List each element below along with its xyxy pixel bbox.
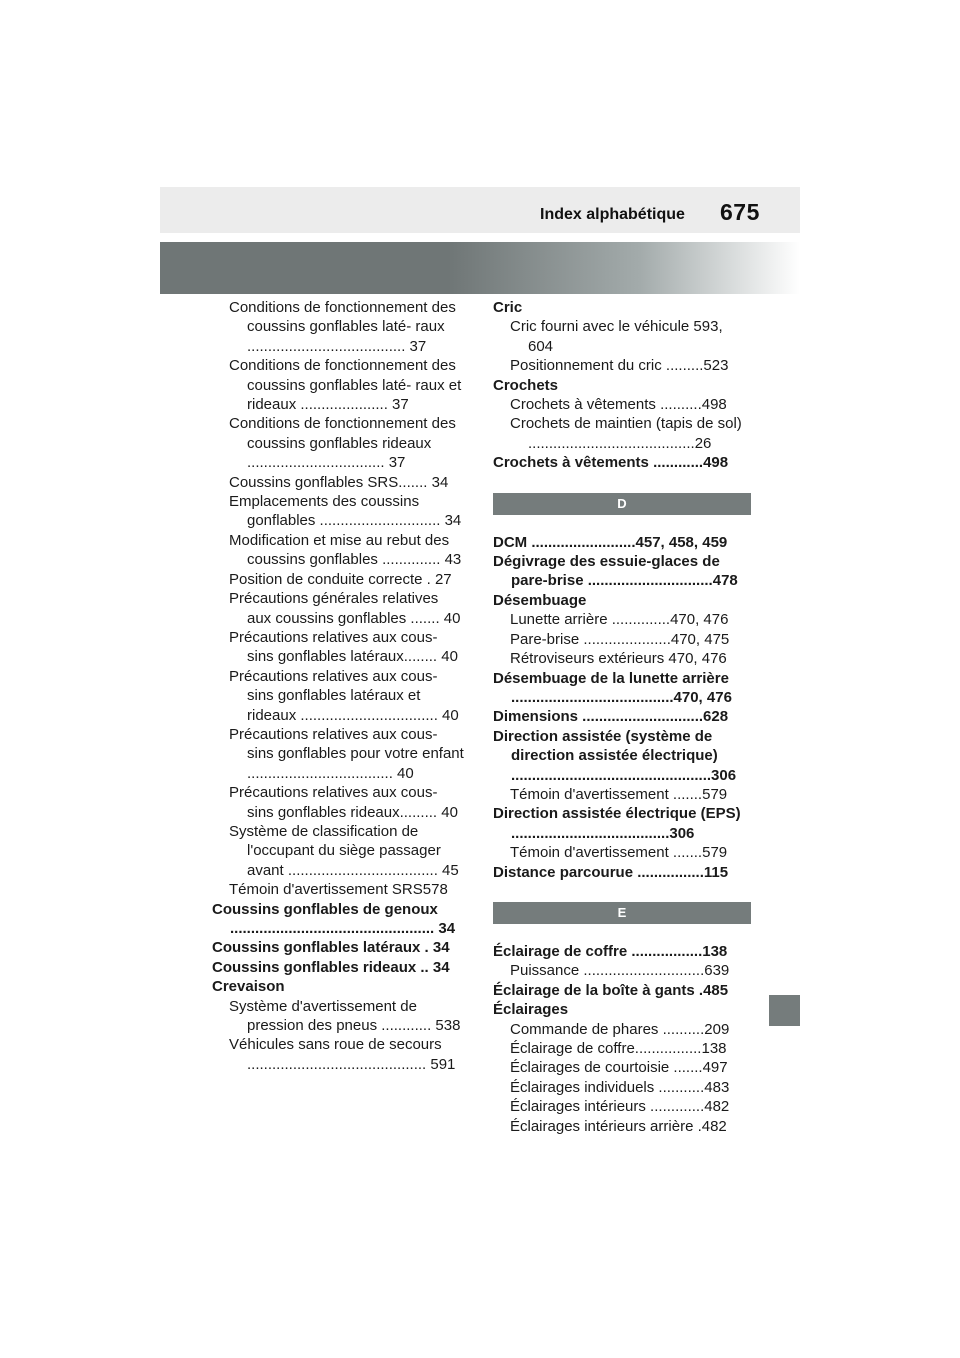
page-number: 675 xyxy=(720,199,760,225)
index-entry: Désembuage xyxy=(493,591,587,609)
index-entry: DCM .........................457, 458, 459 xyxy=(493,533,728,551)
index-subentry: Éclairage de coffre................138 xyxy=(510,1040,727,1057)
index-subentry: Rétroviseurs extérieurs 470, 476 xyxy=(510,650,727,668)
index-entry: Éclairage de la boîte à gants .485 xyxy=(493,981,729,999)
index-subentry: Témoin d'avertissement SRS578 xyxy=(229,881,448,899)
section-header-e: E xyxy=(493,902,751,924)
index-subentry: Lunette arrière ..............470, 476 xyxy=(510,611,729,629)
index-subentry: Éclairages de courtoisie .......497 xyxy=(510,1059,728,1077)
index-entry: Distance parcourue ................115 xyxy=(493,863,729,881)
index-column-right xyxy=(493,298,751,1136)
index-subentry: Système de classification de l'occupant du siège passager avant .................................... 45 xyxy=(229,822,459,879)
index-column-left xyxy=(212,298,464,1074)
chapter-side-tab xyxy=(769,995,800,1026)
index-entry: Crevaison xyxy=(212,978,285,996)
index-entry: Coussins gonflables latéraux . 34 xyxy=(212,939,450,957)
index-subentry: Emplacements des coussins gonflables ............................. 34 xyxy=(229,493,462,530)
index-entry: Dégivrage des essuie-glaces de pare-brise ..............................478 xyxy=(493,553,738,590)
index-subentry: Modification et mise au rebut des coussins gonflables .............. 43 xyxy=(229,531,462,569)
index-entry: Éclairages xyxy=(493,1001,569,1019)
index-subentry: Positionnement du cric .........523 xyxy=(510,357,729,375)
index-entry: Cric xyxy=(493,299,523,316)
section-header-d: D xyxy=(493,493,751,515)
index-subentry: Conditions de fonctionnement des coussins gonflables laté- raux et rideaux ..................... 37 xyxy=(229,357,462,414)
index-entry: Direction assistée (système de direction assistée électrique) ................................................306 xyxy=(493,727,737,784)
index-subentry: Précautions relatives aux cous- sins gonflables latéraux et rideaux ................................. 40 xyxy=(229,667,459,724)
index-subentry: Commande de phares ..........209 xyxy=(510,1020,730,1038)
index-subentry: Témoin d'avertissement .......579 xyxy=(510,785,728,803)
index-entry: Désembuage de la lunette arrière .......................................470, 476 xyxy=(493,669,732,706)
index-subentry: Crochets de maintien (tapis de sol) ........................................26 xyxy=(510,415,742,452)
index-entry: Crochets xyxy=(493,376,559,394)
index-subentry: Éclairages intérieurs arrière .482 xyxy=(510,1117,727,1135)
index-subentry: Pare-brise .....................470, 475 xyxy=(510,630,730,648)
page-title: Index alphabétique xyxy=(540,206,685,223)
index-entry: Dimensions .............................628 xyxy=(493,708,729,726)
index-entry: Coussins gonflables rideaux .. 34 xyxy=(212,958,450,976)
header-bar xyxy=(160,187,800,233)
index-subentry: Précautions relatives aux cous- sins gonflables rideaux......... 40 xyxy=(229,784,458,821)
index-entry: Coussins gonflables de genoux ................................................. 34 xyxy=(212,900,456,937)
index-subentry: Éclairages intérieurs .............482 xyxy=(510,1098,730,1116)
index-subentry: Éclairages individuels ...........483 xyxy=(510,1078,730,1096)
index-subentry: Précautions relatives aux cous- sins gonflables pour votre enfant ................................... 40 xyxy=(229,725,464,782)
index-subentry: Conditions de fonctionnement des coussins gonflables laté- raux ...................................... 37 xyxy=(229,299,456,355)
index-subentry: Précautions relatives aux cous- sins gonflables latéraux........ 40 xyxy=(229,628,458,666)
index-subentry: Position de conduite correcte . 27 xyxy=(229,570,452,588)
index-subentry: Conditions de fonctionnement des coussins gonflables rideaux ................................. 37 xyxy=(229,415,456,472)
index-entry: Éclairage de coffre .................138 xyxy=(493,942,728,960)
index-subentry: Véhicules sans roue de secours ........................................... 591 xyxy=(229,1036,456,1073)
index-entry: Crochets à vêtements ............498 xyxy=(493,454,729,472)
header-gradient-band xyxy=(160,242,800,294)
index-subentry: Cric fourni avec le véhicule 593, 604 xyxy=(510,318,723,355)
index-subentry: Système d'avertissement de pression des pneus ............ 538 xyxy=(229,997,461,1035)
index-subentry: Crochets à vêtements ..........498 xyxy=(510,396,727,414)
index-subentry: Coussins gonflables SRS....... 34 xyxy=(229,473,449,491)
index-subentry: Témoin d'avertissement .......579 xyxy=(510,844,728,862)
index-subentry: Puissance .............................639 xyxy=(510,962,730,980)
index-entry: Direction assistée électrique (EPS) ......................................306 xyxy=(493,805,741,842)
index-subentry: Précautions générales relatives aux coussins gonflables ....... 40 xyxy=(229,590,461,627)
